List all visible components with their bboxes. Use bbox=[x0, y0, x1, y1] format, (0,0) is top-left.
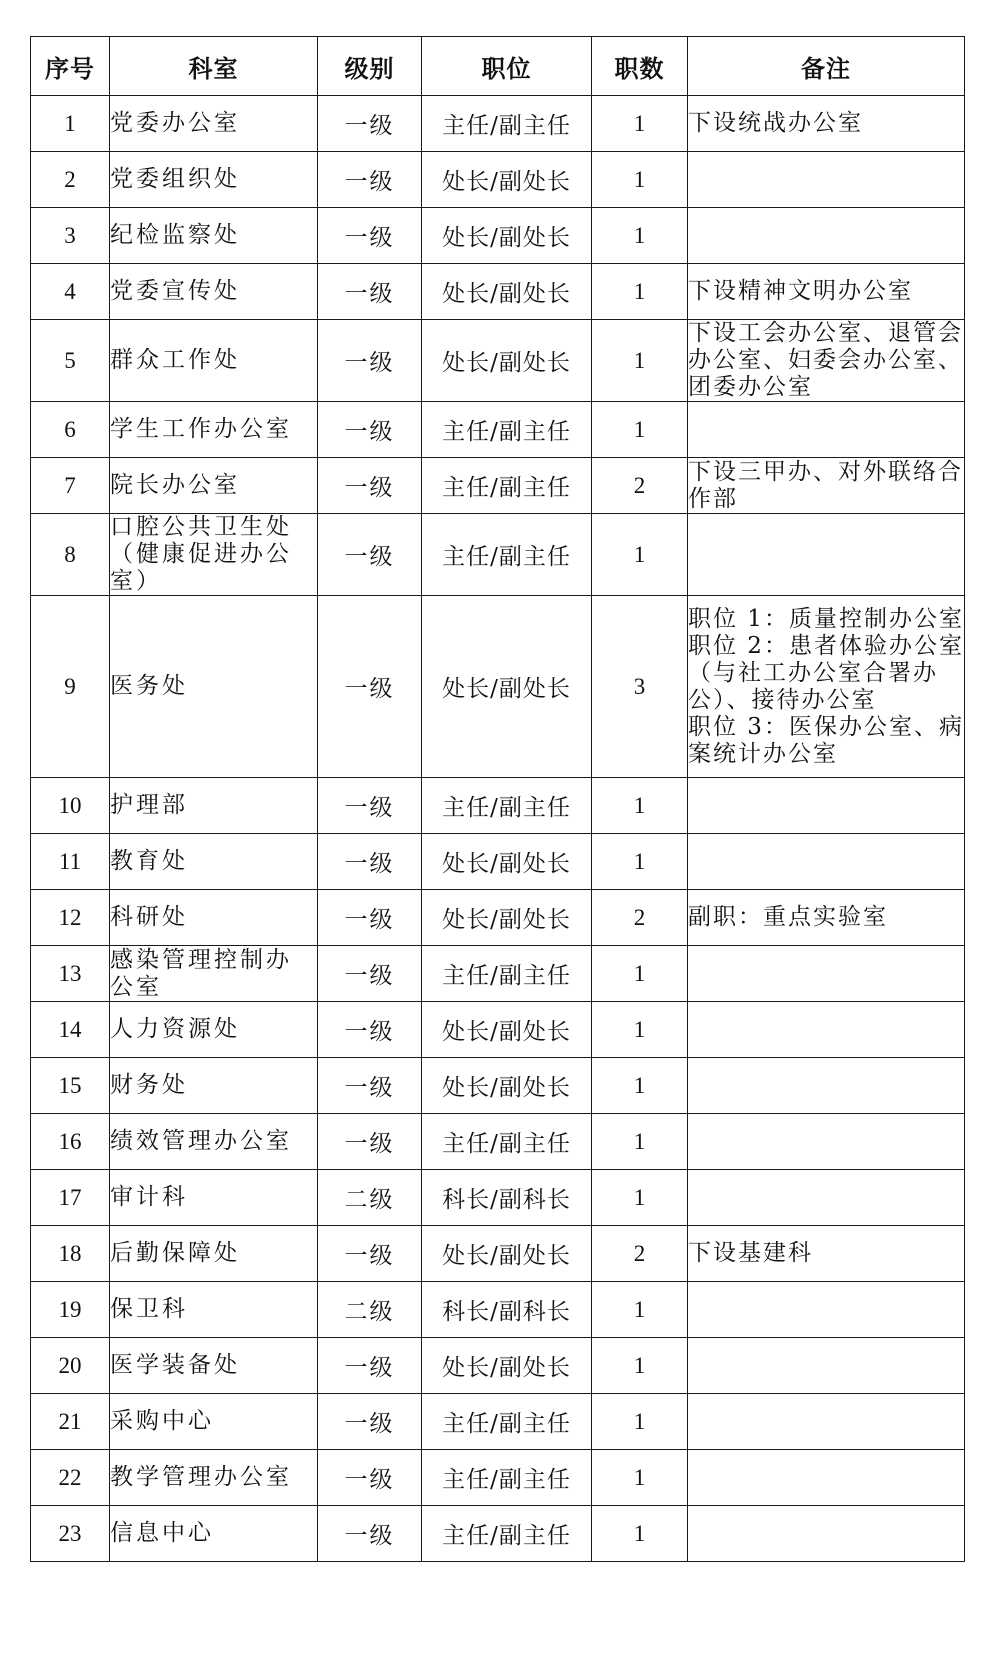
row-count: 1 bbox=[592, 264, 688, 320]
row-count: 1 bbox=[592, 1282, 688, 1338]
row-level: 二级 bbox=[318, 1282, 422, 1338]
table-row bbox=[31, 458, 965, 514]
row-seq: 18 bbox=[31, 1226, 110, 1282]
table-row bbox=[31, 946, 965, 1002]
row-dept: 党委办公室 bbox=[110, 96, 318, 152]
row-count: 1 bbox=[592, 1170, 688, 1226]
row-position: 处长/副处长 bbox=[422, 834, 592, 890]
table-row bbox=[31, 1058, 965, 1114]
row-dept: 护理部 bbox=[110, 778, 318, 834]
table-row bbox=[31, 264, 965, 320]
row-dept: 医学装备处 bbox=[110, 1338, 318, 1394]
row-count: 1 bbox=[592, 152, 688, 208]
table-row bbox=[31, 96, 965, 152]
row-level: 一级 bbox=[318, 596, 422, 778]
row-position: 处长/副处长 bbox=[422, 1226, 592, 1282]
row-level: 一级 bbox=[318, 1394, 422, 1450]
row-position: 处长/副处长 bbox=[422, 208, 592, 264]
row-count: 1 bbox=[592, 514, 688, 596]
row-count: 1 bbox=[592, 402, 688, 458]
row-seq: 16 bbox=[31, 1114, 110, 1170]
row-note bbox=[688, 208, 965, 264]
row-position: 处长/副处长 bbox=[422, 890, 592, 946]
row-note bbox=[688, 834, 965, 890]
table-row bbox=[31, 778, 965, 834]
row-note bbox=[688, 946, 965, 1002]
row-count: 2 bbox=[592, 890, 688, 946]
row-level: 二级 bbox=[318, 1170, 422, 1226]
row-dept: 群众工作处 bbox=[110, 320, 318, 402]
row-note bbox=[688, 1282, 965, 1338]
row-seq: 15 bbox=[31, 1058, 110, 1114]
row-seq: 5 bbox=[31, 320, 110, 402]
row-position: 处长/副处长 bbox=[422, 320, 592, 402]
row-position: 主任/副主任 bbox=[422, 1394, 592, 1450]
row-position: 主任/副主任 bbox=[422, 458, 592, 514]
row-position: 处长/副处长 bbox=[422, 264, 592, 320]
table-row bbox=[31, 596, 965, 778]
row-position: 主任/副主任 bbox=[422, 514, 592, 596]
row-note bbox=[688, 1394, 965, 1450]
row-position: 处长/副处长 bbox=[422, 1002, 592, 1058]
row-level: 一级 bbox=[318, 320, 422, 402]
row-level: 一级 bbox=[318, 1506, 422, 1562]
row-count: 1 bbox=[592, 1058, 688, 1114]
row-dept: 科研处 bbox=[110, 890, 318, 946]
row-position: 主任/副主任 bbox=[422, 1506, 592, 1562]
row-note bbox=[688, 514, 965, 596]
table-row bbox=[31, 1394, 965, 1450]
row-dept: 采购中心 bbox=[110, 1394, 318, 1450]
row-count: 2 bbox=[592, 458, 688, 514]
table-row bbox=[31, 1002, 965, 1058]
row-note bbox=[688, 778, 965, 834]
row-note bbox=[688, 1058, 965, 1114]
row-level: 一级 bbox=[318, 1450, 422, 1506]
row-note: 下设工会办公室、退管会办公室、妇委会办公室、团委办公室 bbox=[688, 320, 963, 400]
row-level: 一级 bbox=[318, 1338, 422, 1394]
row-position: 主任/副主任 bbox=[422, 96, 592, 152]
row-note bbox=[688, 1338, 965, 1394]
row-seq: 12 bbox=[31, 890, 110, 946]
row-count: 1 bbox=[592, 1394, 688, 1450]
row-level: 一级 bbox=[318, 1226, 422, 1282]
department-table bbox=[30, 36, 965, 1562]
row-count: 2 bbox=[592, 1226, 688, 1282]
row-note bbox=[688, 1002, 965, 1058]
row-level: 一级 bbox=[318, 96, 422, 152]
row-level: 一级 bbox=[318, 458, 422, 514]
table-row bbox=[31, 1338, 965, 1394]
table-row bbox=[31, 1282, 965, 1338]
table-row bbox=[31, 152, 965, 208]
row-count: 1 bbox=[592, 320, 688, 402]
row-seq: 4 bbox=[31, 264, 110, 320]
row-count: 1 bbox=[592, 1338, 688, 1394]
row-dept: 党委组织处 bbox=[110, 152, 318, 208]
table-row bbox=[31, 1226, 965, 1282]
row-dept: 院长办公室 bbox=[110, 458, 318, 514]
row-position: 处长/副处长 bbox=[422, 152, 592, 208]
table-row bbox=[31, 1170, 965, 1226]
row-note bbox=[688, 402, 965, 458]
row-level: 一级 bbox=[318, 208, 422, 264]
row-dept: 教学管理办公室 bbox=[110, 1450, 318, 1506]
row-level: 一级 bbox=[318, 778, 422, 834]
row-level: 一级 bbox=[318, 264, 422, 320]
row-seq: 11 bbox=[31, 834, 110, 890]
row-seq: 6 bbox=[31, 402, 110, 458]
header-dept: 科室 bbox=[110, 37, 318, 96]
row-count: 1 bbox=[592, 778, 688, 834]
row-dept: 信息中心 bbox=[110, 1506, 318, 1562]
row-dept: 后勤保障处 bbox=[110, 1226, 318, 1282]
row-position: 主任/副主任 bbox=[422, 778, 592, 834]
table-row bbox=[31, 834, 965, 890]
row-position: 处长/副处长 bbox=[422, 1058, 592, 1114]
row-seq: 10 bbox=[31, 778, 110, 834]
row-dept: 教育处 bbox=[110, 834, 318, 890]
row-note: 职位 1：质量控制办公室 职位 2：患者体验办公室（与社工办公室合署办公）、接待办公室 职位 3：医保办公室、病案统计办公室 bbox=[688, 596, 965, 778]
header-seq: 序号 bbox=[31, 37, 110, 96]
header-count: 职数 bbox=[592, 37, 688, 96]
row-level: 一级 bbox=[318, 946, 422, 1002]
row-position: 主任/副主任 bbox=[422, 1450, 592, 1506]
row-dept: 审计科 bbox=[110, 1170, 318, 1226]
table-row bbox=[31, 514, 965, 596]
row-position: 科长/副科长 bbox=[422, 1170, 592, 1226]
row-note bbox=[688, 1114, 965, 1170]
header-note: 备注 bbox=[688, 37, 965, 96]
row-note bbox=[688, 1506, 965, 1562]
row-note: 下设统战办公室 bbox=[688, 96, 965, 152]
row-count: 1 bbox=[592, 834, 688, 890]
header-row bbox=[31, 37, 965, 96]
row-level: 一级 bbox=[318, 1114, 422, 1170]
row-note: 下设精神文明办公室 bbox=[688, 264, 965, 320]
header-level: 级别 bbox=[318, 37, 422, 96]
row-dept: 学生工作办公室 bbox=[110, 402, 318, 458]
row-seq: 17 bbox=[31, 1170, 110, 1226]
row-seq: 2 bbox=[31, 152, 110, 208]
row-dept: 口腔公共卫生处（健康促进办公室） bbox=[110, 514, 318, 596]
row-count: 1 bbox=[592, 1114, 688, 1170]
row-seq: 21 bbox=[31, 1394, 110, 1450]
row-count: 1 bbox=[592, 1506, 688, 1562]
row-position: 主任/副主任 bbox=[422, 1114, 592, 1170]
row-seq: 7 bbox=[31, 458, 110, 514]
row-dept: 纪检监察处 bbox=[110, 208, 318, 264]
row-seq: 8 bbox=[31, 514, 110, 596]
row-note bbox=[688, 1170, 965, 1226]
row-count: 3 bbox=[592, 596, 688, 778]
row-note bbox=[688, 1450, 965, 1506]
row-position: 主任/副主任 bbox=[422, 402, 592, 458]
row-dept: 感染管理控制办公室 bbox=[110, 946, 318, 1002]
row-position: 科长/副科长 bbox=[422, 1282, 592, 1338]
table-row bbox=[31, 1506, 965, 1562]
header-position: 职位 bbox=[422, 37, 592, 96]
table-row bbox=[31, 890, 965, 946]
row-dept: 医务处 bbox=[110, 596, 318, 778]
row-dept: 党委宣传处 bbox=[110, 264, 318, 320]
row-level: 一级 bbox=[318, 514, 422, 596]
row-note: 下设基建科 bbox=[688, 1226, 965, 1282]
row-seq: 1 bbox=[31, 96, 110, 152]
row-count: 1 bbox=[592, 96, 688, 152]
row-count: 1 bbox=[592, 208, 688, 264]
row-note: 下设三甲办、对外联络合作部 bbox=[688, 458, 963, 512]
row-seq: 23 bbox=[31, 1506, 110, 1562]
row-dept: 财务处 bbox=[110, 1058, 318, 1114]
table-row bbox=[31, 208, 965, 264]
row-seq: 19 bbox=[31, 1282, 110, 1338]
row-position: 处长/副处长 bbox=[422, 596, 592, 778]
row-seq: 9 bbox=[31, 596, 110, 778]
table-row bbox=[31, 1114, 965, 1170]
row-note bbox=[688, 152, 965, 208]
row-position: 主任/副主任 bbox=[422, 946, 592, 1002]
row-dept: 绩效管理办公室 bbox=[110, 1114, 318, 1170]
table-row bbox=[31, 320, 965, 402]
row-seq: 14 bbox=[31, 1002, 110, 1058]
row-level: 一级 bbox=[318, 152, 422, 208]
row-level: 一级 bbox=[318, 1058, 422, 1114]
row-note: 副职：重点实验室 bbox=[688, 890, 965, 946]
row-dept: 人力资源处 bbox=[110, 1002, 318, 1058]
row-count: 1 bbox=[592, 946, 688, 1002]
row-level: 一级 bbox=[318, 1002, 422, 1058]
row-level: 一级 bbox=[318, 402, 422, 458]
row-position: 处长/副处长 bbox=[422, 1338, 592, 1394]
row-seq: 20 bbox=[31, 1338, 110, 1394]
table-row bbox=[31, 402, 965, 458]
row-level: 一级 bbox=[318, 890, 422, 946]
row-seq: 22 bbox=[31, 1450, 110, 1506]
row-count: 1 bbox=[592, 1002, 688, 1058]
table-row bbox=[31, 1450, 965, 1506]
row-seq: 13 bbox=[31, 946, 110, 1002]
row-level: 一级 bbox=[318, 834, 422, 890]
row-count: 1 bbox=[592, 1450, 688, 1506]
row-dept: 保卫科 bbox=[110, 1282, 318, 1338]
row-seq: 3 bbox=[31, 208, 110, 264]
